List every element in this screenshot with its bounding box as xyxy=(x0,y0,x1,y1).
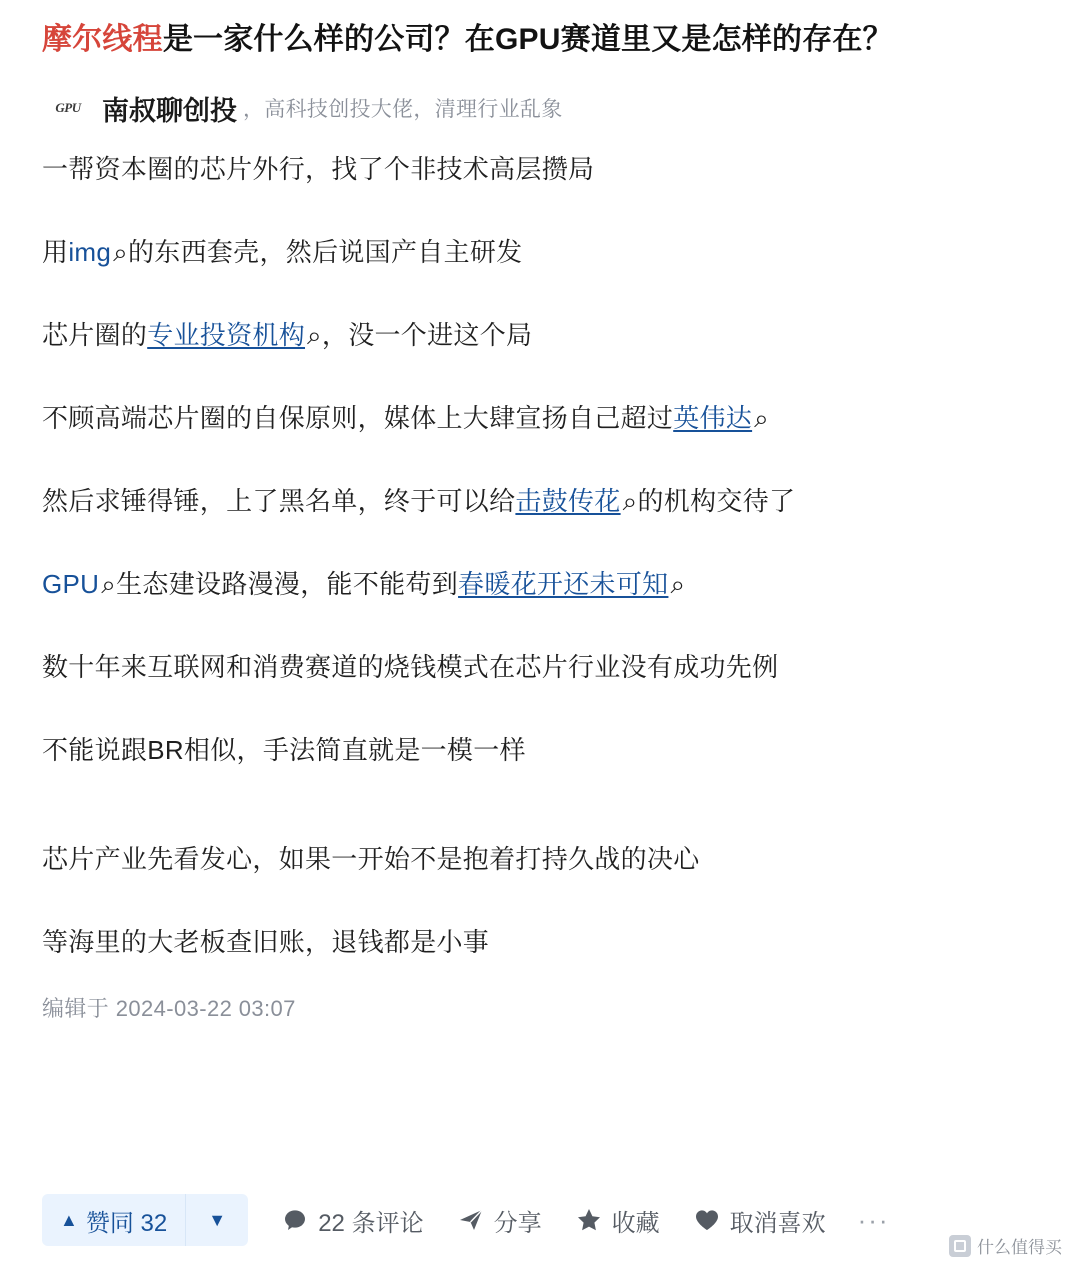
paragraph xyxy=(42,923,1044,962)
paragraph-text: 然后求锤得锤，上了黑名单，终于可以给 xyxy=(42,485,516,516)
search-icon: ⌕ xyxy=(754,402,769,433)
paragraph-text: 的东西套壳，然后说国产自主研发 xyxy=(127,236,523,267)
star-icon xyxy=(576,1207,602,1233)
paragraph-text: 一帮资本圈的芯片外行，找了个非技术高层攒局 xyxy=(42,153,595,184)
paragraph-text: 不顾高端芯片圈的自保原则，媒体上大肆宣扬自己超过 xyxy=(42,402,674,433)
vote-group xyxy=(42,1194,248,1246)
search-link[interactable]: img xyxy=(68,236,112,267)
search-icon: ⌕ xyxy=(113,236,128,267)
caret-down-icon: ▼ xyxy=(208,1209,227,1230)
paragraph-text: 的机构交待了 xyxy=(637,485,796,516)
share-button[interactable] xyxy=(458,1203,542,1238)
search-link[interactable]: 英伟达 xyxy=(673,402,753,433)
paragraph xyxy=(42,482,1044,521)
comments-label: 22 条评论 xyxy=(318,1209,424,1237)
author-description: ，高科技创投大佬，清理行业乱象 xyxy=(243,98,563,121)
paragraph xyxy=(42,565,1044,604)
more-options-button[interactable]: ··· xyxy=(857,1204,890,1235)
share-icon xyxy=(458,1207,484,1233)
paragraph xyxy=(42,648,1044,687)
search-link[interactable]: GPU xyxy=(42,568,100,599)
favorite-label: 收藏 xyxy=(611,1209,660,1237)
like-button[interactable] xyxy=(694,1203,826,1238)
title-highlight: 摩尔线程 xyxy=(42,23,163,56)
watermark xyxy=(949,1233,1062,1258)
action-bar xyxy=(42,1194,890,1246)
watermark-text: 什么值得买 xyxy=(977,1238,1062,1257)
upvote-button[interactable] xyxy=(42,1194,185,1246)
author-name[interactable]: 南叔聊创投 xyxy=(102,95,237,126)
paragraph-text: 数十年来互联网和消费赛道的烧钱模式在芯片行业没有成功先例 xyxy=(42,651,779,682)
like-label: 取消喜欢 xyxy=(729,1209,826,1237)
search-link[interactable]: 击鼓传花 xyxy=(515,485,621,516)
article-body xyxy=(36,150,1044,962)
page-title xyxy=(42,20,1044,61)
share-label: 分享 xyxy=(493,1209,542,1237)
paragraph xyxy=(42,840,1044,879)
comment-icon xyxy=(282,1207,308,1233)
search-link[interactable]: 专业投资机构 xyxy=(147,319,306,350)
paragraph-text: 不能说跟BR相似，手法简直就是一模一样 xyxy=(42,734,526,765)
paragraph-text: ，没一个进这个局 xyxy=(321,319,533,350)
caret-up-icon: ▲ xyxy=(60,1209,78,1230)
paragraph xyxy=(42,731,1044,770)
paragraph xyxy=(42,316,1044,355)
watermark-logo-icon xyxy=(949,1235,971,1257)
paragraph-text: 生态建设路漫漫，能不能苟到 xyxy=(116,568,459,599)
search-icon: ⌕ xyxy=(622,485,638,516)
heart-icon xyxy=(694,1207,720,1233)
search-link[interactable]: 春暖花开还未可知 xyxy=(458,568,669,599)
paragraph xyxy=(42,399,1044,438)
paragraph-text: 用 xyxy=(42,236,69,267)
search-icon: ⌕ xyxy=(101,568,117,599)
upvote-label: 赞同 32 xyxy=(85,1209,168,1237)
edited-timestamp: 编辑于 2024-03-22 03:07 xyxy=(42,995,296,1021)
paragraph-text: 等海里的大老板查旧账，退钱都是小事 xyxy=(42,926,490,957)
paragraph xyxy=(42,150,1044,189)
comments-button[interactable] xyxy=(282,1203,423,1238)
favorite-button[interactable] xyxy=(576,1203,660,1238)
title-rest: 是一家什么样的公司？在GPU赛道里又是怎样的存在？ xyxy=(162,23,893,56)
search-icon: ⌕ xyxy=(307,319,322,350)
paragraph-text: 芯片圈的 xyxy=(42,319,148,350)
downvote-button[interactable] xyxy=(186,1194,248,1246)
paragraph-text: 芯片产业先看发心，如果一开始不是抱着打持久战的决心 xyxy=(42,843,700,874)
search-icon: ⌕ xyxy=(670,568,686,599)
paragraph xyxy=(42,233,1044,272)
author-avatar: GPU xyxy=(55,100,81,115)
author-row[interactable] xyxy=(42,89,1044,128)
